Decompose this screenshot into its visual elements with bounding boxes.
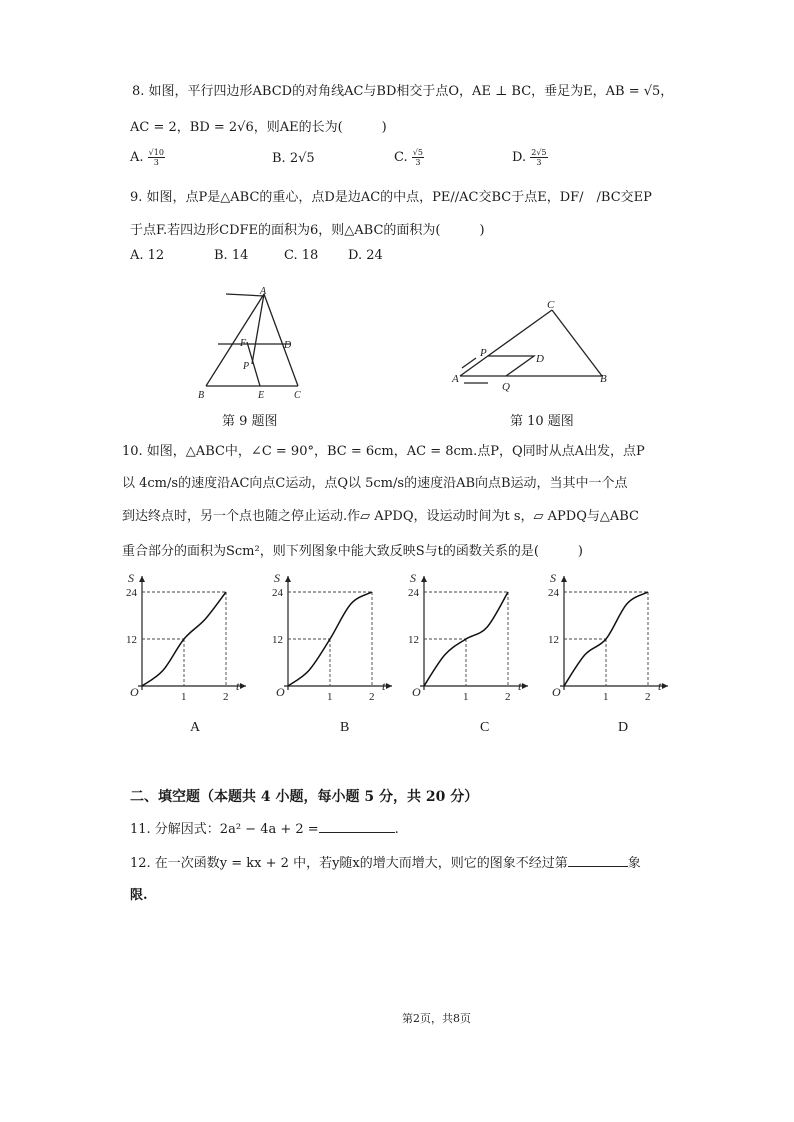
q8-option-c: C. $\frac{√5}{3}$ <box>394 148 423 167</box>
graph-d-y-label: S <box>550 571 556 585</box>
graph-a-tick-1: 1 <box>181 691 187 703</box>
graph-c-tick-24: 24 <box>408 587 419 599</box>
graph-a-tick-12: 12 <box>126 634 137 646</box>
graph-b-y-arrow <box>285 576 291 582</box>
fig9-label-d: D <box>284 340 292 351</box>
fig9-label-c: C <box>294 390 301 401</box>
graph-label-d: D <box>618 720 629 735</box>
fig10-label-q: Q <box>502 381 510 393</box>
graph-label-b: B <box>340 720 350 735</box>
q12-line2: 限. <box>130 888 148 903</box>
fig9-side-ac <box>264 294 298 386</box>
graph-b-tick-12: 12 <box>272 634 283 646</box>
graph-b-tick-2: 2 <box>369 691 375 703</box>
graph-d-x-label: t <box>658 679 662 693</box>
fig10-side-ac <box>460 310 552 376</box>
q8-option-a: A. $\frac{√10}{3}$ <box>130 148 164 167</box>
graph-b-y-label: S <box>274 571 280 585</box>
graph-b-x-label: t <box>382 679 386 693</box>
fig10-caption: 第 10 题图 <box>510 414 574 429</box>
q11-line: 11. 分解因式：2a² − 4a + 2 = . <box>130 822 399 837</box>
graph-c-tick-2: 2 <box>505 691 511 703</box>
graph-a-y-label: S <box>128 571 134 585</box>
figure-9 <box>190 284 320 404</box>
graph-c-y-label: S <box>410 571 416 585</box>
graph-a-tick-2: 2 <box>223 691 229 703</box>
page-footer: 第2页，共8页 <box>402 1012 471 1025</box>
fig9-label-b: B <box>198 390 205 401</box>
graph-label-c: C <box>480 720 490 735</box>
q10-line3: 到达终点时，另一个点也随之停止运动.作▱ APDQ，设运动时间为t s，▱ APDQ与△ABC <box>122 509 639 524</box>
fig9-scan-mark <box>226 294 264 296</box>
graph-a-y-arrow <box>139 576 145 582</box>
fig10-label-a: A <box>452 373 459 385</box>
graph-d-x-arrow <box>662 683 668 689</box>
q8-line1: 8. 如图，平行四边形ABCD的对角线AC与BD相交于点O，AE ⊥ BC，垂足为E，AB = √5， <box>132 84 674 99</box>
q12-line1: 12. 在一次函数y = kx + 2 中，若y随x的增大而增大，则它的图象不经过第 象 <box>130 856 641 871</box>
graph-d-origin: O <box>552 685 561 699</box>
q9-line1: 9. 如图，点P是△ABC的重心，点D是边AC的中点，PE//AC交BC于点E，DF/ /BC交EP <box>130 190 652 205</box>
graph-b-tick-24: 24 <box>272 587 283 599</box>
fig10-side-cb <box>552 310 602 376</box>
graph-c-x-arrow <box>522 683 528 689</box>
q9-option-b: B. 14 <box>214 248 249 263</box>
graph-options <box>120 568 690 708</box>
q9-option-a: A. 12 <box>130 248 165 263</box>
q11-answer-blank[interactable] <box>319 832 395 833</box>
graph-a-x-arrow <box>240 683 246 689</box>
q8-option-d: D. $\frac{2√5}{3}$ <box>512 148 547 167</box>
fig10-label-b: B <box>600 373 607 385</box>
graph-d-tick-24: 24 <box>548 587 559 599</box>
graph-c-x-label: t <box>518 679 522 693</box>
fig9-caption: 第 9 题图 <box>222 414 278 429</box>
q12-answer-blank[interactable] <box>568 866 628 867</box>
q8-option-b: B. 2√5 <box>272 151 315 166</box>
graph-d-tick-1: 1 <box>603 691 609 703</box>
q10-line2: 以 4cm/s的速度沿AC向点C运动，点Q以 5cm/s的速度沿AB向点B运动，当其中一个点 <box>122 476 628 491</box>
graph-d-y-arrow <box>561 576 567 582</box>
fig9-label-f: F <box>240 338 247 349</box>
q10-line4: 重合部分的面积为Scm²，则下列图象中能大致反映S与t的函数关系的是( ) <box>122 544 583 559</box>
graph-label-a: A <box>190 720 201 735</box>
fig10-parallelogram <box>488 356 534 376</box>
graph-a-x-label: t <box>236 679 240 693</box>
q9-option-d: D. 24 <box>348 248 383 263</box>
graph-a-tick-24: 24 <box>126 587 137 599</box>
section2-heading: 二、填空题（本题共 4 小题，每小题 5 分，共 20 分） <box>130 789 479 805</box>
q9-option-c: C. 18 <box>284 248 319 263</box>
fig9-label-p: P <box>243 361 250 372</box>
graph-b-tick-1: 1 <box>327 691 333 703</box>
graph-d-tick-2: 2 <box>645 691 651 703</box>
fig9-label-e: E <box>258 390 265 401</box>
fig10-label-c: C <box>547 299 555 311</box>
fig10-label-p: P <box>480 347 487 359</box>
graph-c-tick-12: 12 <box>408 634 419 646</box>
graph-c-origin: O <box>412 685 421 699</box>
q8-option-a-num: √10 <box>148 148 164 157</box>
fig10-label-d: D <box>536 353 544 365</box>
graph-c-y-arrow <box>421 576 427 582</box>
figure-10 <box>448 296 628 396</box>
q9-line2: 于点F.若四边形CDFE的面积为6，则△ABC的面积为( ) <box>130 223 485 238</box>
graph-a-origin: O <box>130 685 139 699</box>
graph-b-origin: O <box>276 685 285 699</box>
graph-d-tick-12: 12 <box>548 634 559 646</box>
graph-c-tick-1: 1 <box>463 691 469 703</box>
fig9-label-a: A <box>260 286 267 297</box>
graph-b-x-arrow <box>386 683 392 689</box>
q8-line2: AC = 2，BD = 2√6，则AE的长为( ) <box>130 120 387 135</box>
q10-line1: 10. 如图，△ABC中，∠C = 90°，BC = 6cm，AC = 8cm.点P，Q同时从点A出发，点P <box>122 444 645 459</box>
